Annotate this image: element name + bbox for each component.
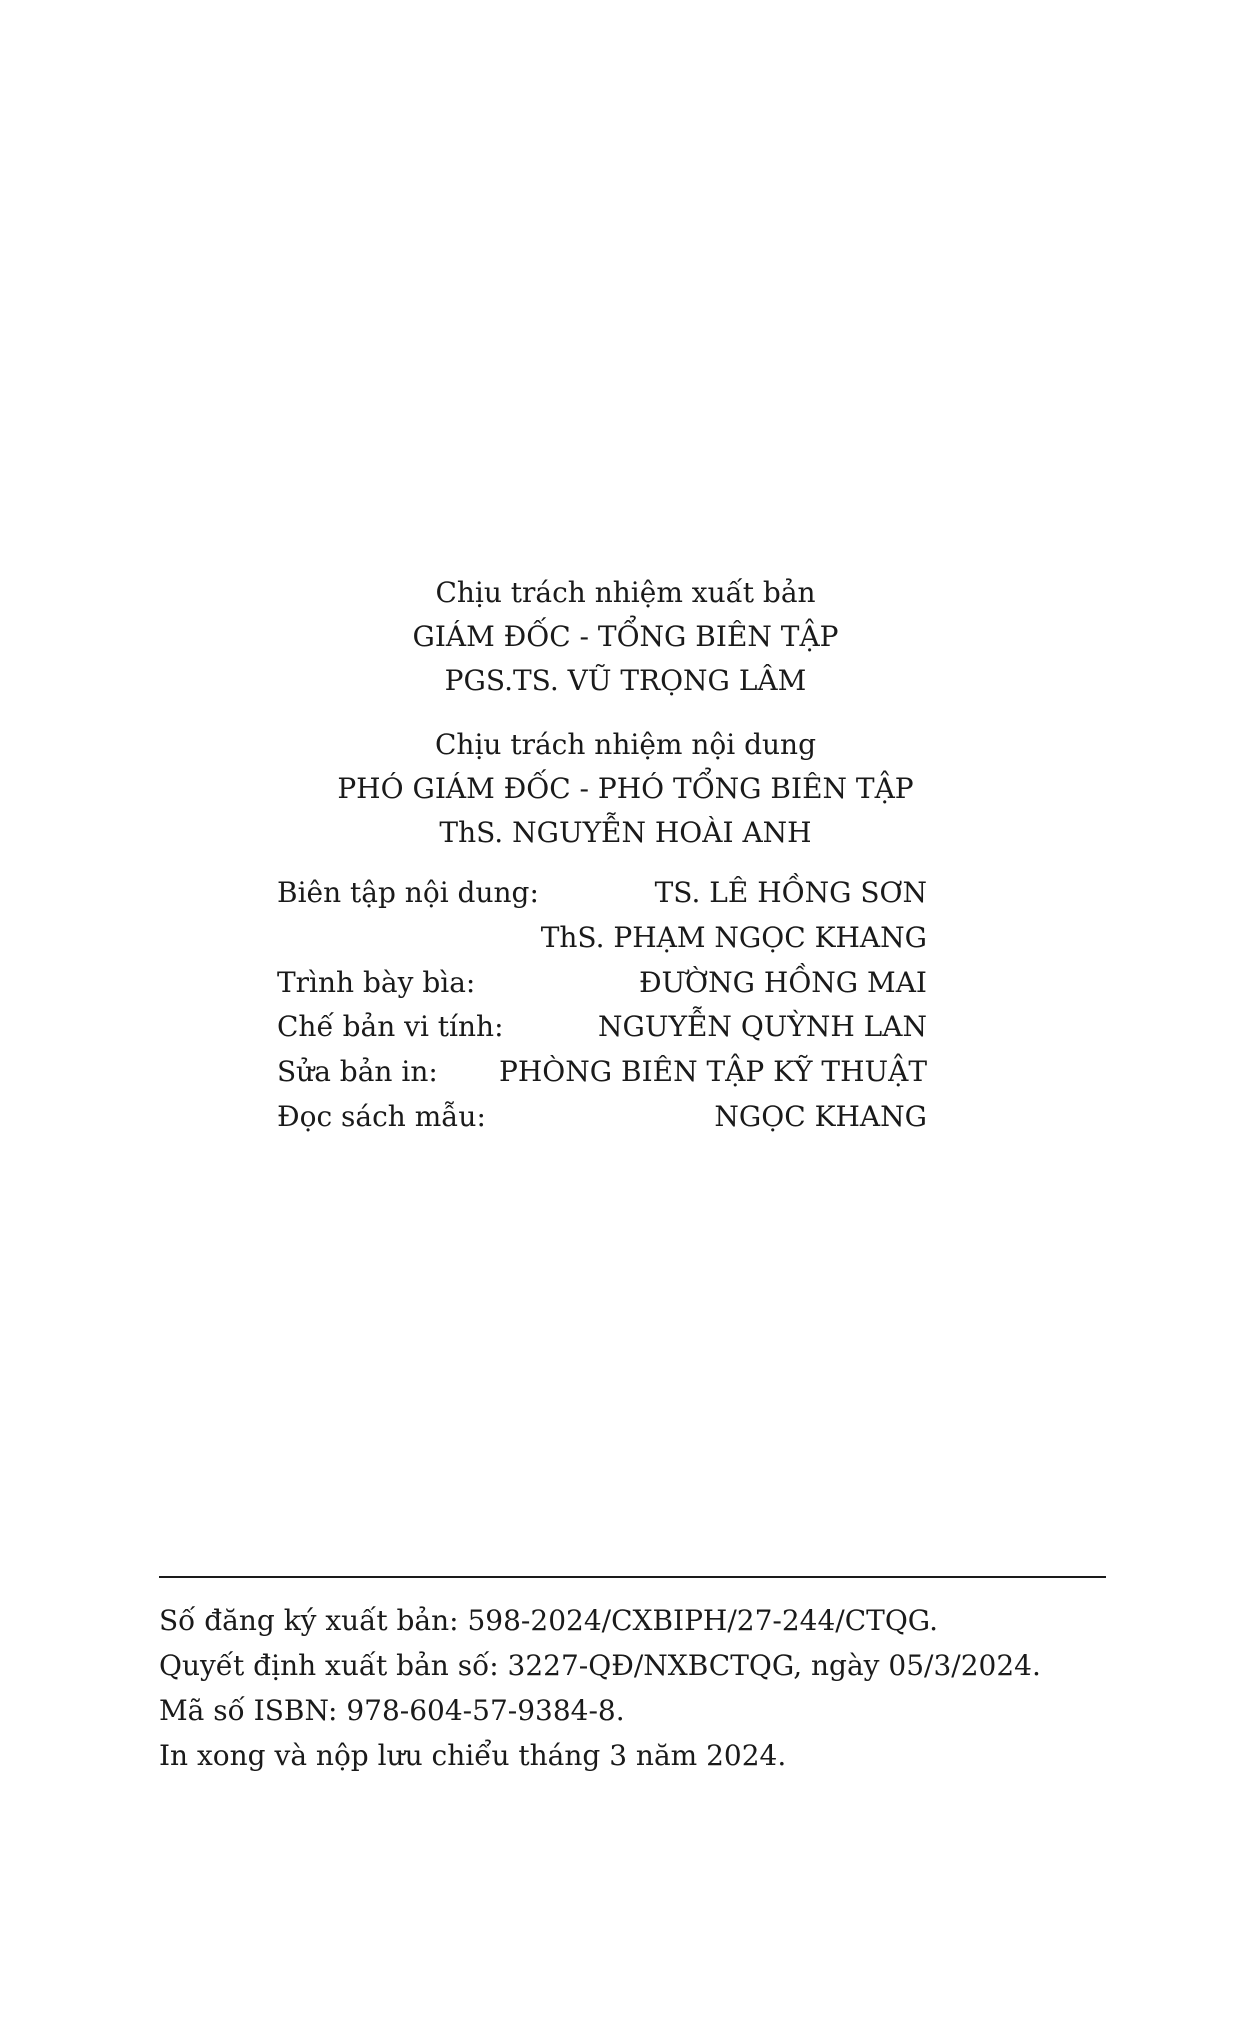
content-name: ThS. NGUYỄN HOÀI ANH [439,816,812,849]
publisher-heading: Chịu trách nhiệm xuất bản [435,576,816,609]
content-title: PHÓ GIÁM ĐỐC - PHÓ TỔNG BIÊN TẬP [337,772,914,805]
credit-name: NGUYỄN QUỲNH LAN [598,1010,927,1044]
credit-role: Sửa bản in: [277,1055,438,1089]
credit-row [277,961,927,1006]
credit-name: ThS. PHẠM NGỌC KHANG [540,920,927,954]
print-completion: In xong và nộp lưu chiểu tháng 3 năm 2024. [159,1739,787,1772]
credit-role: Đọc sách mẫu: [277,1099,486,1133]
registration-number: Số đăng ký xuất bản: 598-2024/CXBIPH/27-244/CTQG. [159,1604,939,1637]
credit-row [277,1050,927,1095]
credit-name: TS. LÊ HỒNG SƠN [654,876,927,909]
credit-row [277,1095,927,1140]
credit-name: PHÒNG BIÊN TẬP KỸ THUẬT [499,1055,927,1089]
credit-row [277,1005,927,1050]
credit-row [277,916,927,961]
divider-rule [159,1576,1106,1578]
publisher-responsibility-block [0,571,1251,703]
credit-row [277,871,927,916]
credit-role: Chế bản vi tính: [277,1010,504,1044]
publisher-name: PGS.TS. VŨ TRỌNG LÂM [444,664,807,697]
credit-role: Biên tập nội dung: [277,876,539,909]
publication-decision: Quyết định xuất bản số: 3227-QĐ/NXBCTQG, ngày 05/3/2024. [159,1649,1041,1682]
publication-info [159,1598,1041,1778]
content-responsibility-block [0,723,1251,855]
credit-name: NGỌC KHANG [714,1099,927,1133]
credits-list [277,871,927,1140]
credit-role: Trình bày bìa: [277,965,476,999]
isbn: Mã số ISBN: 978-604-57-9384-8. [159,1694,625,1727]
publisher-title: GIÁM ĐỐC - TỔNG BIÊN TẬP [412,620,839,653]
credit-name: ĐƯỜNG HỒNG MAI [638,965,927,999]
content-heading: Chịu trách nhiệm nội dung [435,728,816,761]
